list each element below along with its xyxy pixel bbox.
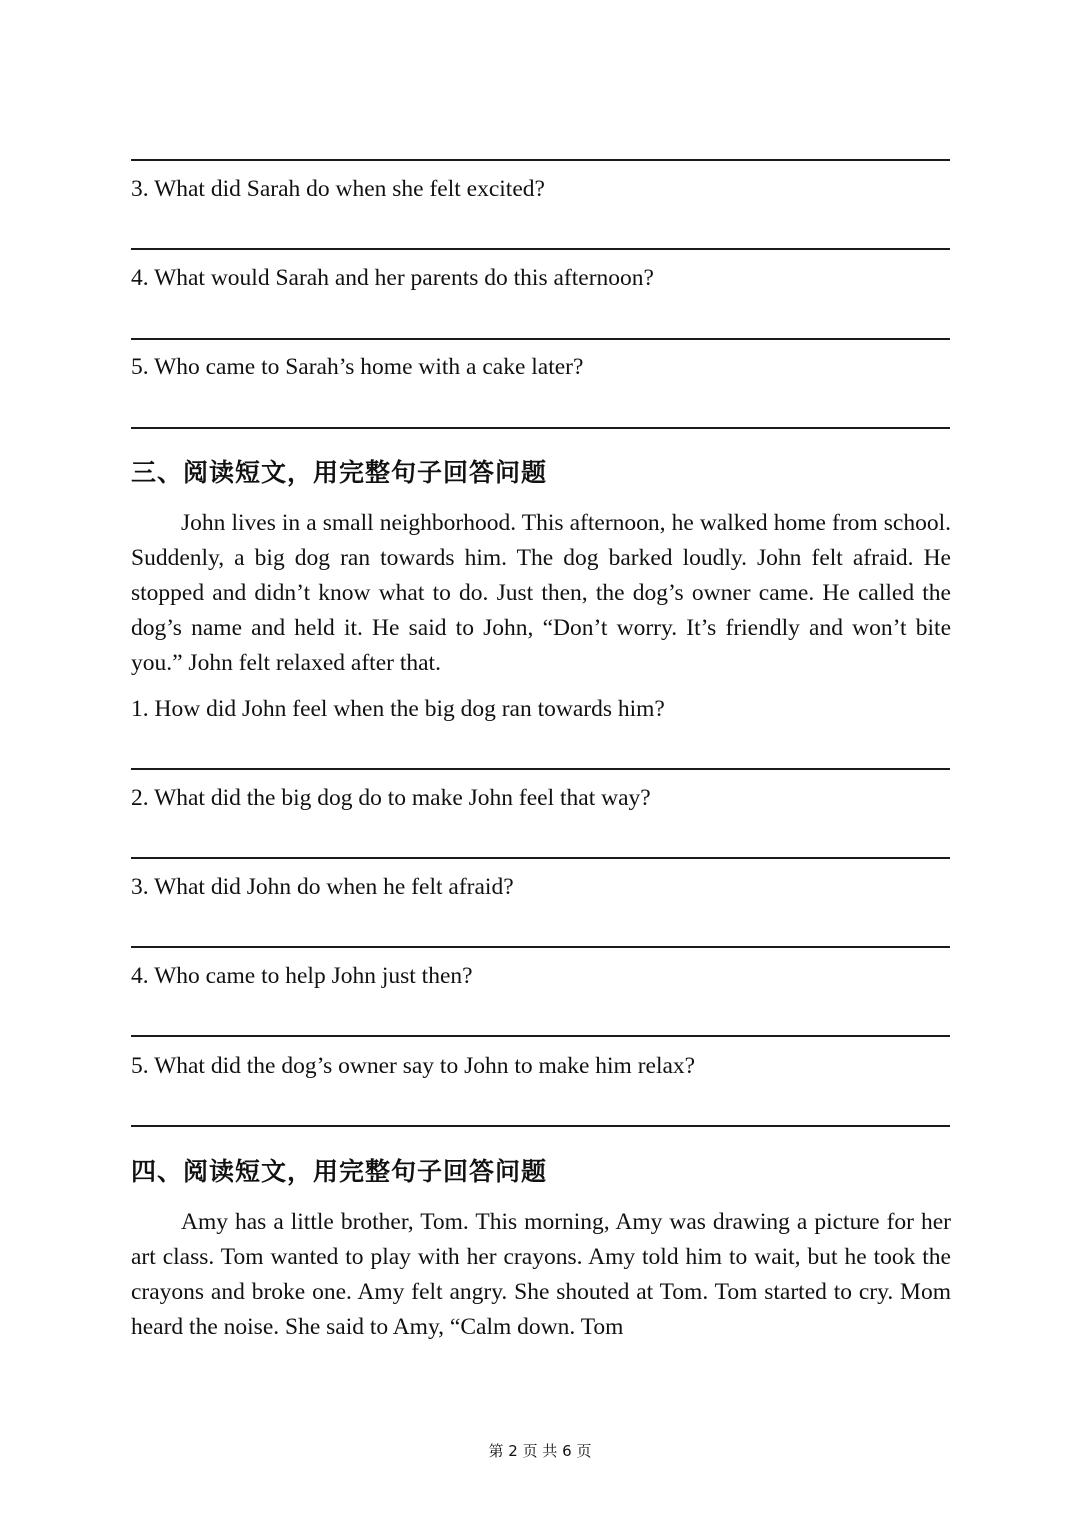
answer-line (131, 159, 950, 161)
question-s3-1: 1. How did John feel when the big dog ran towards him? (131, 696, 665, 722)
section-4-passage: Amy has a little brother, Tom. This morning, Amy was drawing a picture for her art class. Tom wanted to play with her crayons. Amy told him to wait, but he took the crayons and broke one. Amy felt angry. She shouted at Tom. Tom started to cry. Mom heard the noise. She said to Amy, “Calm down. Tom (131, 1209, 951, 1340)
answer-line (131, 1125, 950, 1127)
question-s2-5: 5. Who came to Sarah’s home with a cake later? (131, 354, 584, 380)
answer-line (131, 248, 950, 250)
section-3-passage: John lives in a small neighborhood. This afternoon, he walked home from school. Suddenly, a big dog ran towards him. The dog barked loudly. John felt afraid. He stopped and didn’t know what to do. Just then, the dog’s owner came. He called the dog’s name and held it. He said to John, “Don’t worry. It’s friendly and won’t bite you.” John felt relaxed after that. (131, 510, 951, 676)
question-s2-4: 4. What would Sarah and her parents do this afternoon? (131, 265, 654, 291)
answer-line (131, 338, 950, 340)
answer-line (131, 946, 950, 948)
question-s3-4: 4. Who came to help John just then? (131, 963, 473, 989)
question-s2-3: 3. What did Sarah do when she felt excited? (131, 176, 545, 202)
question-s3-5: 5. What did the dog’s owner say to John to make him relax? (131, 1053, 696, 1079)
answer-line (131, 768, 950, 770)
section-4-heading: 四、阅读短文，用完整句子回答问题 (131, 1157, 548, 1186)
answer-line (131, 1035, 950, 1037)
page-number: 第 2 页 共 6 页 (488, 1442, 592, 1460)
answer-line (131, 427, 950, 429)
answer-line (131, 857, 950, 859)
question-s3-2: 2. What did the big dog do to make John feel that way? (131, 785, 651, 811)
question-s3-3: 3. What did John do when he felt afraid? (131, 874, 514, 900)
section-3-heading: 三、阅读短文，用完整句子回答问题 (131, 458, 548, 487)
